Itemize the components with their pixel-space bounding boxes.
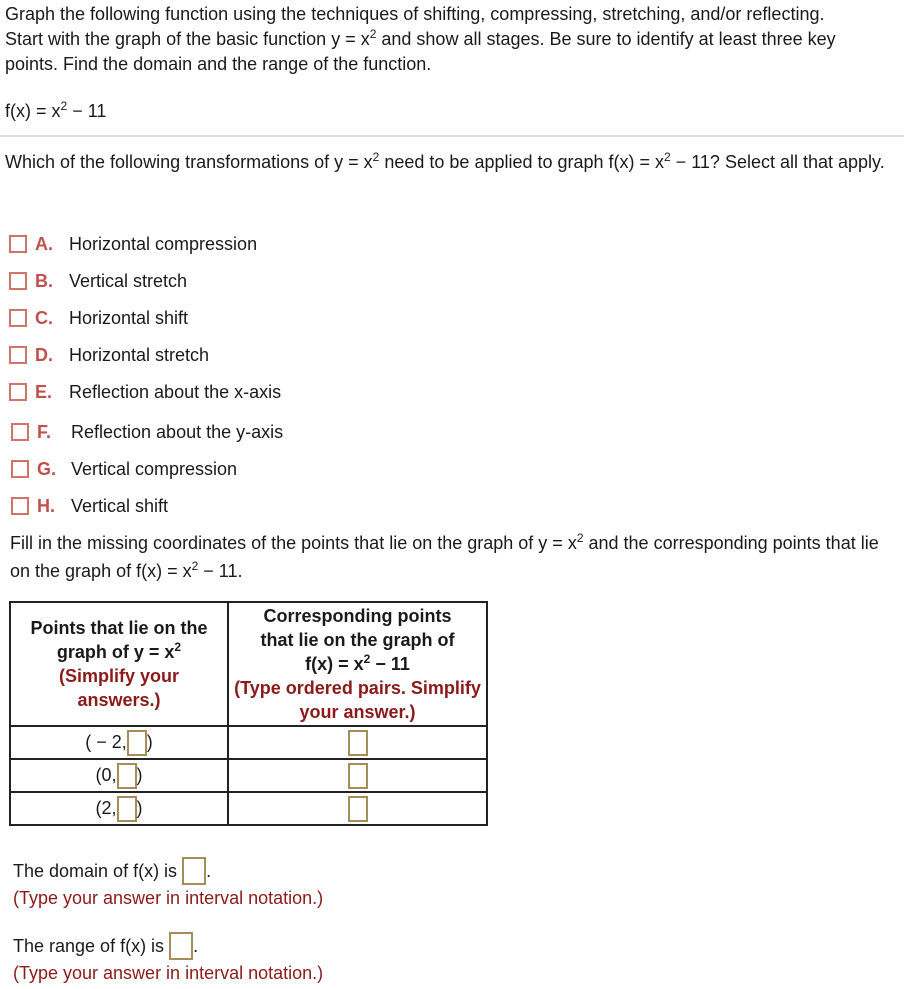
header-text: Corresponding points that lie on the graph of [260,606,455,650]
question-text: Which of the following transformations of y = x [5,152,373,172]
option-c[interactable] [9,307,188,329]
function-constant: − 11 [67,101,107,121]
table-header-row [10,602,487,726]
exponent: 2 [576,531,584,545]
paren: ) [146,731,153,752]
fill-text-end: − 11. [198,561,243,581]
exponent: 2 [369,27,377,41]
option-label[interactable]: Vertical shift [71,495,169,516]
fill-instruction [10,529,900,585]
intro-line-2 [5,27,900,52]
table-row [10,792,487,825]
point-x: ( − 2, [85,731,127,752]
range-input[interactable] [169,932,193,960]
checkbox-c[interactable] [9,309,27,327]
section-divider [0,135,904,137]
range-question [13,932,198,960]
function-text: f(x) = x [5,101,61,121]
checkbox-a[interactable] [9,235,27,253]
corresponding-point-cell [228,792,487,825]
table-row [10,759,487,792]
option-d[interactable] [9,344,209,366]
table-row [10,726,487,759]
corresponding-point-cell [228,726,487,759]
question-text-end: − 11? Select all that apply. [670,152,885,172]
basic-point-cell [10,759,228,792]
paren: ) [136,764,143,785]
y-input[interactable] [117,796,137,822]
option-label[interactable]: Vertical compression [71,458,238,479]
function-definition [5,101,106,122]
header-text-line2 [229,652,486,676]
option-letter: F. [37,421,52,442]
option-label[interactable]: Horizontal compression [69,233,258,254]
header-text-part: − 11 [370,654,410,674]
checkbox-h[interactable] [11,497,29,515]
intro-line-1: Graph the following function using the techniques of shifting, compressing, stretching, and/or reflecting. [5,4,825,24]
option-g[interactable] [11,458,237,480]
header-hint: (Type ordered pairs. Simplify your answer.) [234,678,481,722]
y-input[interactable] [127,730,147,756]
option-label[interactable]: Horizontal stretch [69,344,210,365]
header-text-part: f(x) = x [305,654,364,674]
transformation-question [5,150,900,175]
column-header-corresponding-points [228,602,487,726]
period: . [206,860,212,881]
corresponding-point-cell [228,759,487,792]
exponent: 2 [664,150,671,164]
exponent: 2 [363,652,371,666]
exponent: 2 [372,150,380,164]
checkbox-b[interactable] [9,272,27,290]
domain-input[interactable] [182,857,206,885]
option-label[interactable]: Vertical stretch [69,270,188,291]
fill-text-mid: and the corresponding points that lie on the graph of f(x) = x [10,533,879,581]
checkbox-e[interactable] [9,383,27,401]
question-text-mid: need to be applied to graph f(x) = x [379,152,665,172]
option-letter: B. [35,270,53,291]
header-text-line2 [11,640,227,664]
checkbox-d[interactable] [9,346,27,364]
domain-label: The domain of f(x) is [13,860,178,881]
option-f[interactable] [11,421,283,443]
option-letter: A. [35,233,53,254]
point-x: (2, [95,797,117,818]
intro-line-3: points. Find the domain and the range of the function. [5,54,432,74]
pair-input[interactable] [348,763,368,789]
exponent: 2 [174,640,182,654]
problem-statement [5,2,900,77]
period: . [193,935,199,956]
header-text: Points that lie on the [30,618,208,638]
checkbox-f[interactable] [11,423,29,441]
pair-input[interactable] [348,796,368,822]
option-letter: H. [37,495,55,516]
option-a[interactable] [9,233,257,255]
option-letter: D. [35,344,53,365]
basic-point-cell [10,726,228,759]
range-hint: (Type your answer in interval notation.) [13,963,324,983]
domain-hint: (Type your answer in interval notation.) [13,888,324,908]
header-text-part: graph of y = x [56,642,175,662]
checkbox-g[interactable] [11,460,29,478]
header-hint: (Simplify your answers.) [58,666,179,710]
column-header-basic-points [10,602,228,726]
pair-input[interactable] [348,730,368,756]
option-label[interactable]: Reflection about the y-axis [71,421,284,442]
option-label[interactable]: Reflection about the x-axis [69,381,282,402]
intro-line-2-rest: and show all stages. Be sure to identify at least three key [376,29,836,49]
basic-point-cell [10,792,228,825]
intro-line-2-text: Start with the graph of the basic function y = x [5,29,370,49]
domain-question [13,857,211,885]
option-h[interactable] [11,495,168,517]
exponent: 2 [60,99,68,113]
exponent: 2 [191,559,199,573]
range-label: The range of f(x) is [13,935,165,956]
option-letter: E. [35,381,53,402]
option-letter: C. [35,307,53,328]
option-b[interactable] [9,270,187,292]
points-table [9,601,488,826]
paren: ) [136,797,143,818]
point-x: (0, [95,764,117,785]
fill-text: Fill in the missing coordinates of the points that lie on the graph of y = x [10,533,577,553]
option-label[interactable]: Horizontal shift [69,307,189,328]
y-input[interactable] [117,763,137,789]
option-e[interactable] [9,381,281,403]
option-letter: G. [37,458,57,479]
